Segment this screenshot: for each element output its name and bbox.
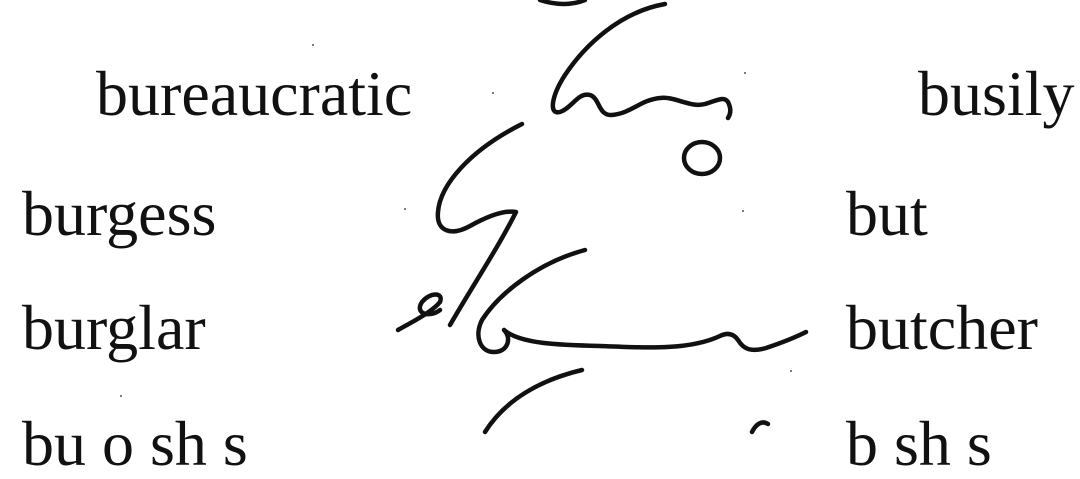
bureaucratic-outline xyxy=(553,4,730,118)
row4-outline xyxy=(485,370,582,432)
word-but: but xyxy=(846,178,928,249)
scan-speck xyxy=(790,370,792,372)
butcher-outline xyxy=(478,250,806,352)
scan-speck xyxy=(404,208,406,210)
word-burglar: burglar xyxy=(22,292,206,363)
word-busily: busily xyxy=(918,58,1075,129)
word-burgess: burgess xyxy=(22,178,217,249)
scan-speck xyxy=(312,44,314,46)
top-partial-outline xyxy=(540,0,585,4)
but-outline xyxy=(684,142,720,174)
scan-speck xyxy=(492,92,494,94)
row4-right-partial-outline xyxy=(752,422,768,432)
word-bureaucratic: bureaucratic xyxy=(96,58,413,129)
word-row4-left-partial: bu o sh s xyxy=(22,408,248,479)
word-butcher: butcher xyxy=(846,292,1038,363)
burgess-outline xyxy=(438,124,522,325)
scan-speck xyxy=(742,210,744,212)
word-row4-right-partial: b sh s xyxy=(846,408,992,479)
scan-speck xyxy=(744,72,746,74)
scan-speck xyxy=(120,395,122,397)
burglar-outline xyxy=(398,295,441,331)
